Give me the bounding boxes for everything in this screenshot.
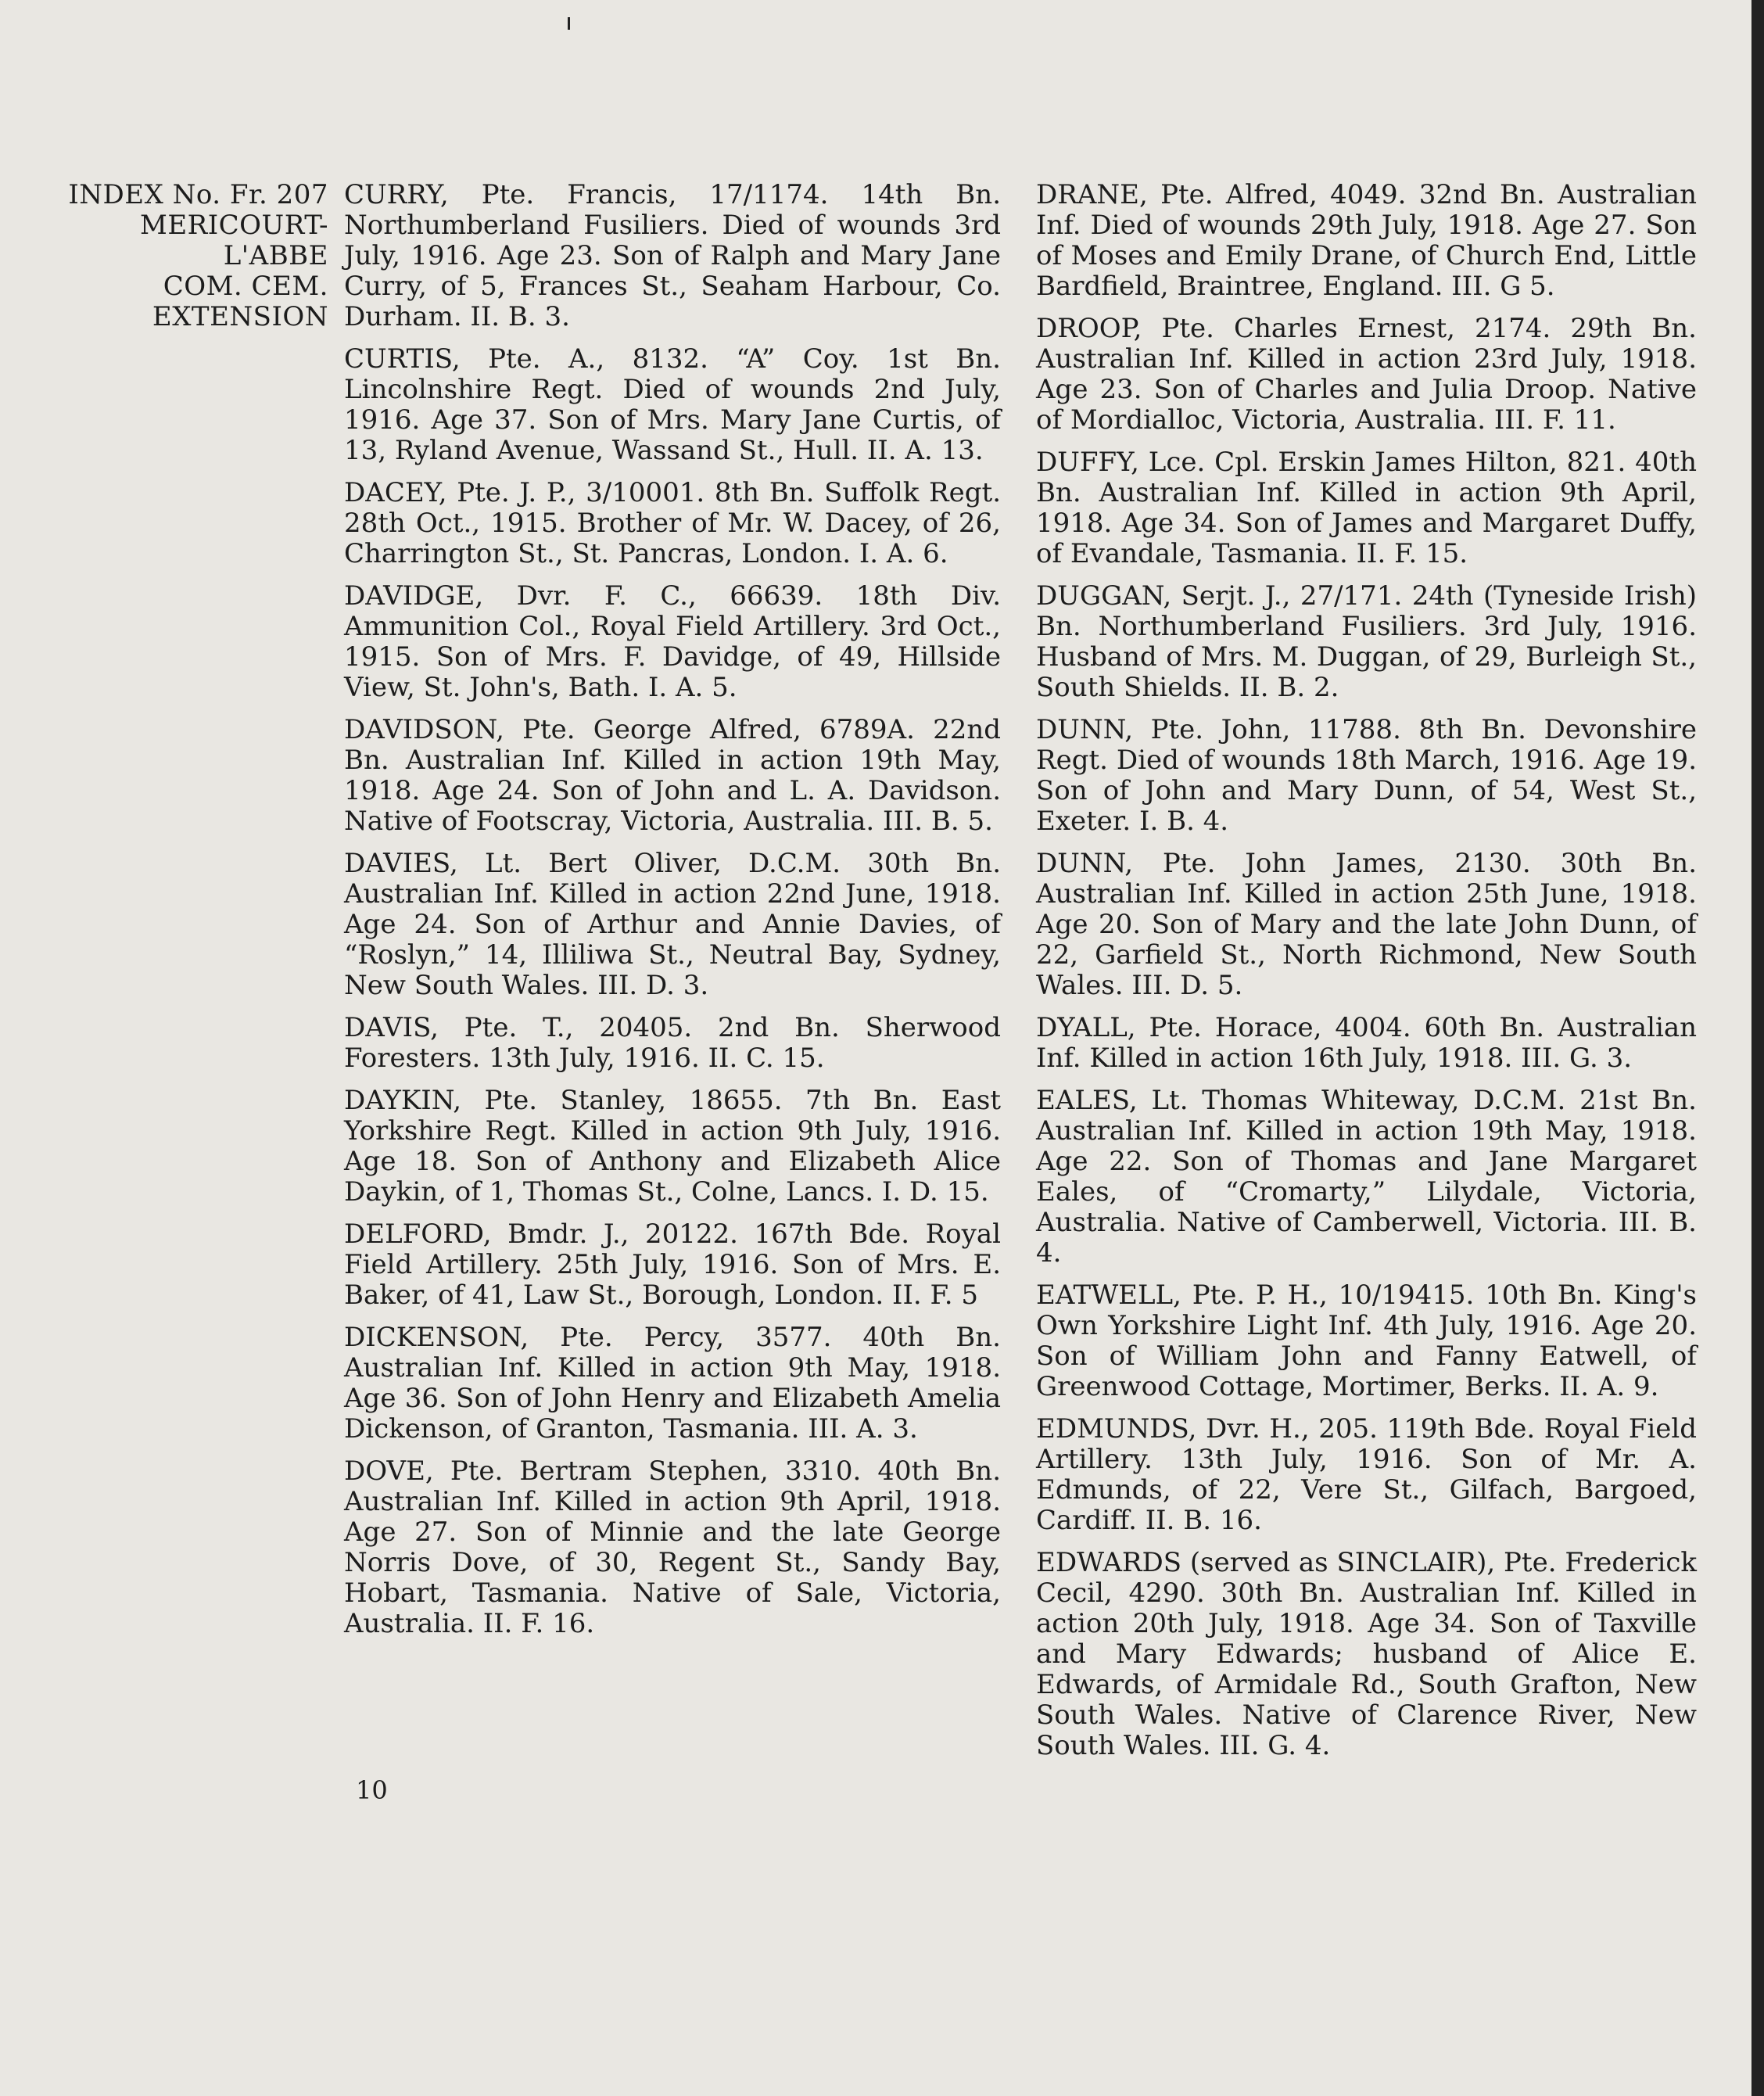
index-line: MERICOURT-: [140, 210, 328, 241]
casualty-entry: CURRY, Pte. Francis, 17/1174. 14th Bn. Northumberland Fusiliers. Died of wounds 3rd July, 1916. Age 23. Son of Ralph and Mary Jane Curry, of 5, Frances St., Seaham Harbour, Co. Durham. II. B. 3.: [344, 179, 1001, 332]
casualty-entry: DELFORD, Bmdr. J., 20122. 167th Bde. Royal Field Artillery. 25th July, 1916. Son of Mrs. E. Baker, of 41, Law St., Borough, London. II. F. 5: [344, 1218, 1001, 1311]
casualty-entry: DOVE, Pte. Bertram Stephen, 3310. 40th Bn. Australian Inf. Killed in action 9th April, 1918. Age 27. Son of Minnie and the late George Norris Dove, of 30, Regent St., Sandy Bay, Hobart, Tasmania. Native of Sale, Victoria, Australia. II. F. 16.: [344, 1455, 1001, 1639]
index-line: COM. CEM.: [163, 271, 328, 302]
index-line: INDEX No. Fr. 207: [68, 179, 328, 210]
index-heading: [39, 180, 328, 332]
printer-mark: [568, 17, 570, 30]
casualty-entry: DUNN, Pte. John James, 2130. 30th Bn. Australian Inf. Killed in action 25th June, 1918. Age 20. Son of Mary and the late John Dunn, of 22, Garfield St., North Richmond, New South Wales. III. D. 5.: [1036, 848, 1697, 1001]
index-line: L'ABBE: [223, 240, 328, 271]
right-column: [1036, 180, 1697, 1773]
index-line: EXTENSION: [152, 301, 328, 332]
left-column: [344, 180, 1001, 1651]
casualty-entry: DICKENSON, Pte. Percy, 3577. 40th Bn. Australian Inf. Killed in action 9th May, 1918. Age 36. Son of John Henry and Elizabeth Amelia Dickenson, of Granton, Tasmania. III. A. 3.: [344, 1322, 1001, 1445]
casualty-entry: EDWARDS (served as SINCLAIR), Pte. Frederick Cecil, 4290. 30th Bn. Australian Inf. Killed in action 20th July, 1918. Age 34. Son of Taxville and Mary Edwards; husband of Alice E. Edwards, of Armidale Rd., South Grafton, New South Wales. Native of Clarence River, New South Wales. III. G. 4.: [1036, 1547, 1697, 1761]
casualty-entry: CURTIS, Pte. A., 8132. “A” Coy. 1st Bn. Lincolnshire Regt. Died of wounds 2nd July, 1916. Age 37. Son of Mrs. Mary Jane Curtis, of 13, Ryland Avenue, Wassand St., Hull. II. A. 13.: [344, 343, 1001, 466]
page-number: 10: [356, 1775, 388, 1805]
casualty-entry: EALES, Lt. Thomas Whiteway, D.C.M. 21st Bn. Australian Inf. Killed in action 19th May, 1918. Age 22. Son of Thomas and Jane Margaret Eales, of “Cromarty,” Lilydale, Victoria, Australia. Native of Camberwell, Victoria. III. B. 4.: [1036, 1085, 1697, 1269]
casualty-entry: DUGGAN, Serjt. J., 27/171. 24th (Tyneside Irish) Bn. Northumberland Fusiliers. 3rd July, 1916. Husband of Mrs. M. Duggan, of 29, Burleigh St., South Shields. II. B. 2.: [1036, 580, 1697, 703]
casualty-entry: DAYKIN, Pte. Stanley, 18655. 7th Bn. East Yorkshire Regt. Killed in action 9th July, 1916. Age 18. Son of Anthony and Elizabeth Alice Daykin, of 1, Thomas St., Colne, Lancs. I. D. 15.: [344, 1085, 1001, 1208]
casualty-entry: DAVIES, Lt. Bert Oliver, D.C.M. 30th Bn. Australian Inf. Killed in action 22nd June, 1918. Age 24. Son of Arthur and Annie Davies, of “Roslyn,” 14, Illiliwa St., Neutral Bay, Sydney, New South Wales. III. D. 3.: [344, 848, 1001, 1001]
casualty-entry: DACEY, Pte. J. P., 3/10001. 8th Bn. Suffolk Regt. 28th Oct., 1915. Brother of Mr. W. Dacey, of 26, Charrington St., St. Pancras, London. I. A. 6.: [344, 477, 1001, 569]
casualty-entry: DUNN, Pte. John, 11788. 8th Bn. Devonshire Regt. Died of wounds 18th March, 1916. Age 19. Son of John and Mary Dunn, of 54, West St., Exeter. I. B. 4.: [1036, 714, 1697, 837]
casualty-entry: DAVIDSON, Pte. George Alfred, 6789A. 22nd Bn. Australian Inf. Killed in action 19th May, 1918. Age 24. Son of John and L. A. Davidson. Native of Footscray, Victoria, Australia. III. B. 5.: [344, 714, 1001, 837]
casualty-entry: DROOP, Pte. Charles Ernest, 2174. 29th Bn. Australian Inf. Killed in action 23rd July, 1918. Age 23. Son of Charles and Julia Droop. Native of Mordialloc, Victoria, Australia. III. F. 11.: [1036, 313, 1697, 436]
casualty-entry: DAVIDGE, Dvr. F. C., 66639. 18th Div. Ammunition Col., Royal Field Artillery. 3rd Oct., 1915. Son of Mrs. F. Davidge, of 49, Hillside View, St. John's, Bath. I. A. 5.: [344, 580, 1001, 703]
casualty-entry: DUFFY, Lce. Cpl. Erskin James Hilton, 821. 40th Bn. Australian Inf. Killed in action 9th April, 1918. Age 34. Son of James and Margaret Duffy, of Evandale, Tasmania. II. F. 15.: [1036, 447, 1697, 569]
casualty-entry: DRANE, Pte. Alfred, 4049. 32nd Bn. Australian Inf. Died of wounds 29th July, 1918. Age 27. Son of Moses and Emily Drane, of Church End, Little Bardfield, Braintree, England. III. G 5.: [1036, 179, 1697, 302]
casualty-entry: EDMUNDS, Dvr. H., 205. 119th Bde. Royal Field Artillery. 13th July, 1916. Son of Mr. A. Edmunds, of 22, Vere St., Gilfach, Bargoed, Cardiff. II. B. 16.: [1036, 1413, 1697, 1536]
casualty-entry: EATWELL, Pte. P. H., 10/19415. 10th Bn. King's Own Yorkshire Light Inf. 4th July, 1916. Age 20. Son of William John and Fanny Eatwell, of Greenwood Cottage, Mortimer, Berks. II. A. 9.: [1036, 1279, 1697, 1402]
casualty-entry: DYALL, Pte. Horace, 4004. 60th Bn. Australian Inf. Killed in action 16th July, 1918. III. G. 3.: [1036, 1012, 1697, 1074]
casualty-entry: DAVIS, Pte. T., 20405. 2nd Bn. Sherwood Foresters. 13th July, 1916. II. C. 15.: [344, 1012, 1001, 1074]
page-edge: [1751, 0, 1764, 2096]
